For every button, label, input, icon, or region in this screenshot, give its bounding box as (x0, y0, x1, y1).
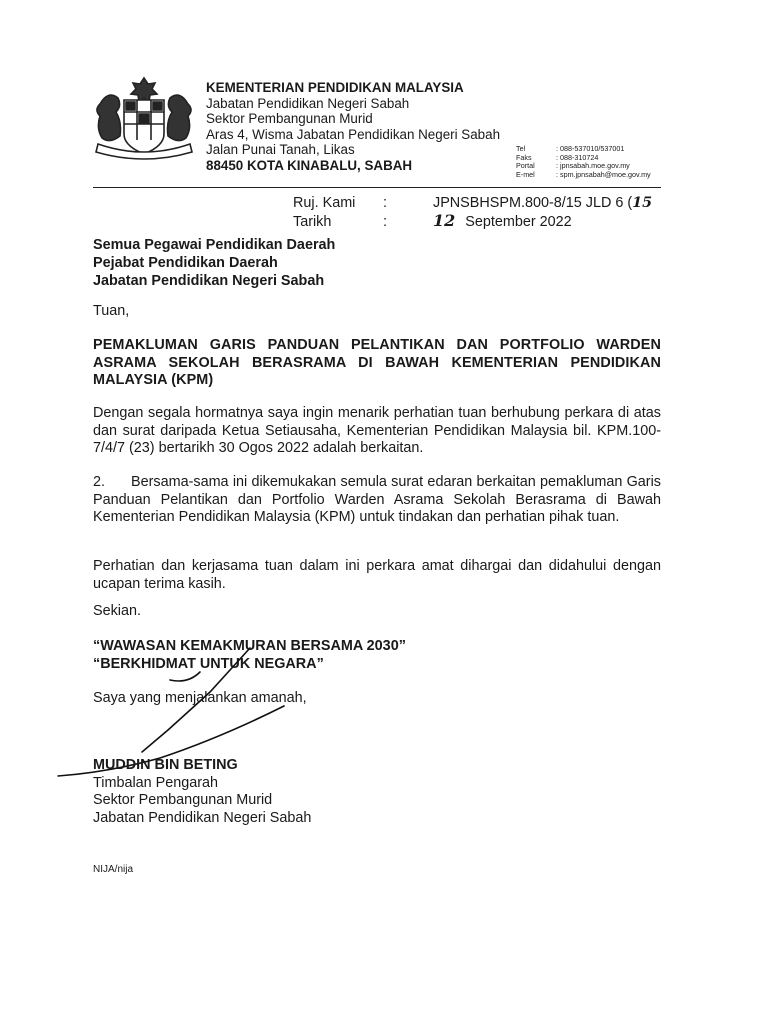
reference-block (293, 194, 652, 231)
motto-2: “BERKHIDMAT UNTUK NEGARA” (93, 656, 324, 672)
address-line-1: Aras 4, Wisma Jabatan Pendidikan Negeri Sabah (206, 126, 501, 142)
subject-heading: PEMAKLUMAN GARIS PANDUAN PELANTIKAN DAN PORTFOLIO WARDEN ASRAMA SEKOLAH BERASRAMA DI BAWAH KEMENTERIAN PENDIDIKAN MALAYSIA (KPM) (93, 337, 661, 388)
signoff: Saya yang menjalankan amanah, (93, 690, 307, 706)
signatory-department: Jabatan Pendidikan Negeri Sabah (93, 809, 312, 826)
signatory-title: Timbalan Pengarah (93, 774, 219, 791)
salutation: Tuan, (93, 303, 130, 319)
postcode-city: 88450 KOTA KINABALU, SABAH (206, 157, 413, 173)
contact-tel: Tel : 088-537010/537001 (516, 144, 625, 153)
signatory-block (93, 757, 311, 827)
handwritten-day: 12 (433, 211, 456, 230)
signatory-sector: Sektor Pembangunan Murid (93, 792, 273, 809)
contact-fax: Faks : 088-310724 (516, 152, 599, 162)
closing: Sekian. (93, 603, 141, 619)
header-divider (93, 187, 661, 188)
address-line-2: Jalan Punai Tanah, Likas (206, 142, 355, 158)
paragraph-3: Perhatian dan kerjasama tuan dalam ini perkara amat dihargai dan didahului dengan ucapan terima kasih. (93, 558, 661, 592)
ministry-name: KEMENTERIAN PENDIDIKAN MALAYSIA (206, 80, 464, 95)
recipient-block: Semua Pegawai Pendidikan Daerah Pejabat Pendidikan Daerah Jabatan Pendidikan Negeri Sabah (93, 237, 336, 289)
contact-email: E-mel : spm.jpnsabah@moe.gov.my (516, 169, 651, 179)
department-name: Jabatan Pendidikan Negeri Sabah (206, 95, 410, 111)
contact-portal: Portal : jpnsabah.moe.gov.my (516, 161, 630, 171)
contact-block (516, 145, 651, 179)
reference-number: JPNSBHSPM.800-8/15 JLD 6 ( (433, 195, 633, 211)
typist-reference: NIJA/nija (93, 864, 134, 875)
handwritten-reference: 15 (632, 194, 653, 211)
paragraph-2-text: Bersama-sama ini dikemukakan semula surat edaran berkaitan pemakluman Garis Panduan Pelantikan dan Portfolio Warden Asrama Sekolah Berasrama di Bawah Kementerian Pendidikan Malaysia (KPM) untuk tindakan dan perhatian pihak tuan. (93, 474, 661, 525)
sector-name: Sektor Pembangunan Murid (206, 111, 373, 127)
date-row: Tarikh : 12 September 2022 (293, 211, 572, 230)
date-value: September 2022 (465, 214, 572, 230)
signatory-name: MUDDIN BIN BETING (93, 757, 238, 773)
coat-of-arms-icon (90, 74, 198, 166)
letterhead (206, 80, 500, 174)
paragraph-1: Dengan segala hormatnya saya ingin menarik perhatian tuan berhubung perkara di atas dan surat daripada Ketua Setiausaha, Kementerian Pendidikan Malaysia bil. KPM.100-7/4/7 (23) bertarikh 30 Ogos 2022 adalah berkaitan. (93, 405, 661, 456)
reference-row: Ruj. Kami : JPNSBHSPM.800-8/15 JLD 6 (15 (293, 194, 653, 211)
paragraph-2 (93, 474, 661, 527)
motto-1: “WAWASAN KEMAKMURAN BERSAMA 2030” (93, 638, 406, 654)
paragraph-2-number: 2. (93, 474, 106, 490)
